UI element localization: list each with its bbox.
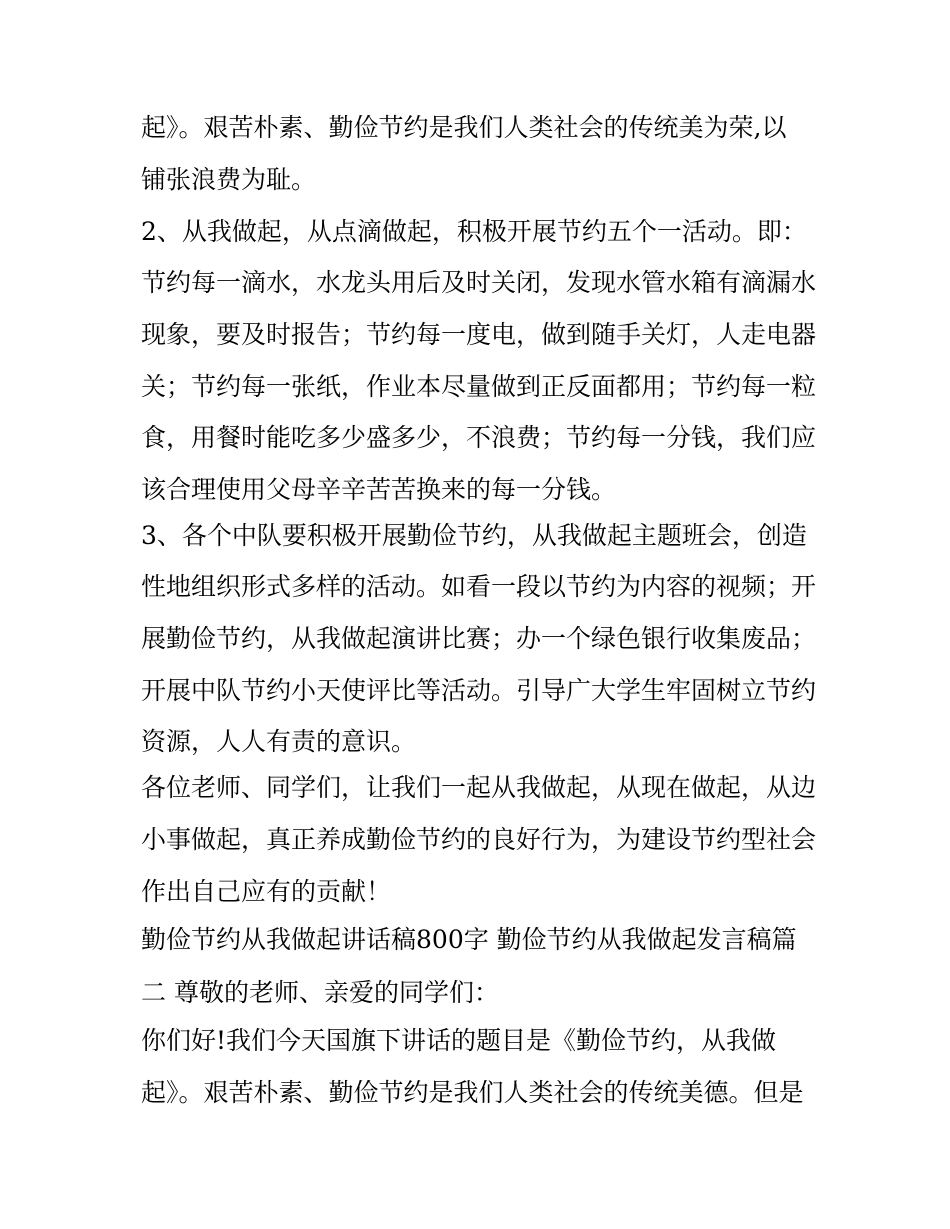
text-line: 该合理使用父母辛辛苦苦换来的每一分钱。 (141, 475, 617, 504)
text-line: 3、各个中队要积极开展勤俭节约，从我做起主题班会，创造 (141, 521, 807, 550)
text-line: 小事做起，真正养成勤俭节约的良好行为，为建设节约型社会 (141, 825, 817, 854)
text-line: 起》。艰苦朴素、勤俭节约是我们人类社会的传统美德。但是 (141, 1078, 804, 1107)
text-line: 展勤俭节约，从我做起演讲比赛；办一个绿色银行收集废品； (141, 624, 817, 653)
text-line: 关；节约每一张纸，作业本尽量做到正反面都用；节约每一粒 (141, 372, 817, 401)
text-line: 2、从我做起，从点滴做起，积极开展节约五个一活动。即： (141, 217, 807, 246)
text-line: 二 尊敬的老师、亲爱的同学们： (141, 978, 499, 1007)
text-line: 你们好!我们今天国旗下讲话的题目是《勤俭节约，从我做 (141, 1026, 777, 1055)
text-line: 食，用餐时能吃多少盛多少，不浪费；节约每一分钱，我们应 (141, 423, 817, 452)
text-line: 资源，人人有责的意识。 (141, 727, 417, 756)
text-line: 作出自己应有的贡献！ (141, 877, 392, 906)
text-line: 性地组织形式多样的活动。如看一段以节约为内容的视频；开 (141, 572, 817, 601)
text-line: 节约每一滴水，水龙头用后及时关闭，发现水管水箱有滴漏水 (141, 268, 817, 297)
text-line: 铺张浪费为耻。 (141, 165, 317, 194)
text-line: 起》。艰苦朴素、勤俭节约是我们人类社会的传统美为荣,以 (141, 113, 787, 142)
text-line: 现象，要及时报告；节约每一度电，做到随手关灯，人走电器 (141, 320, 817, 349)
text-line: 开展中队节约小天使评比等活动。引导广大学生牢固树立节约 (141, 676, 817, 705)
text-line: 勤俭节约从我做起讲话稿800字 勤俭节约从我做起发言稿篇 (141, 925, 797, 954)
text-line: 各位老师、同学们，让我们一起从我做起，从现在做起，从边 (141, 773, 817, 802)
